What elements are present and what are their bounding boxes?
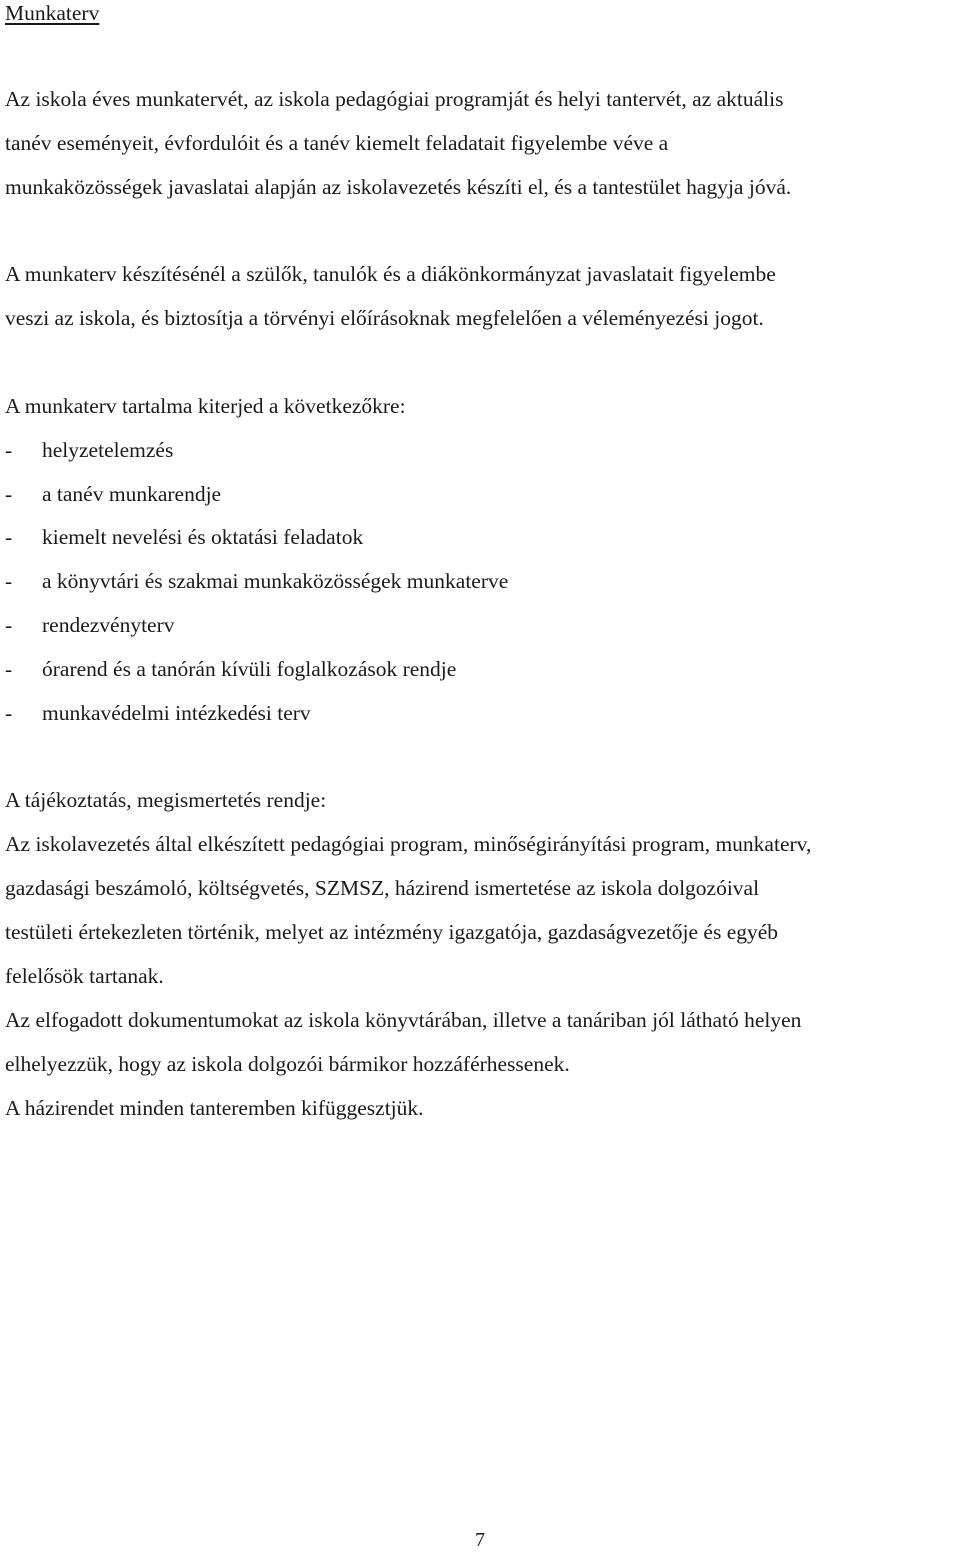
list-item <box>5 437 173 463</box>
list-bullet: - <box>5 525 13 549</box>
text-line: A munkaterv készítésénél a szülők, tanulók és a diákönkormányzat javaslatait figyelembe <box>5 262 776 286</box>
text-line: testületi értekezleten történik, melyet az intézmény igazgatója, gazdaságvezetője és egyéb <box>5 920 779 944</box>
text-line: veszi az iskola, és biztosítja a törvényi előírásoknak megfelelően a véleményezési jogot. <box>5 306 764 330</box>
list-item-text: órarend és a tanórán kívüli foglalkozások rendje <box>42 657 457 681</box>
list-item-text: a könyvtári és szakmai munkaközösségek munkaterve <box>42 569 509 593</box>
page-title: Munkaterv <box>5 1 100 25</box>
list-item-text: munkavédelmi intézkedési terv <box>42 701 311 725</box>
list-item <box>5 524 363 550</box>
list-item-text: rendezvényterv <box>42 613 175 637</box>
list-bullet: - <box>5 569 13 593</box>
section-heading: A tájékoztatás, megismertetés rendje: <box>5 788 327 812</box>
text-line: Az iskola éves munkatervét, az iskola pedagógiai programját és helyi tantervét, az aktuális <box>5 87 784 111</box>
list-bullet: - <box>5 438 13 462</box>
list-bullet: - <box>5 657 13 681</box>
text-line: Az elfogadott dokumentumokat az iskola könyvtárában, illetve a tanáriban jól látható helyen <box>5 1008 802 1032</box>
paragraph-house-rules: A házirendet minden tanteremben kifüggesztjük. <box>5 1096 424 1120</box>
list-bullet: - <box>5 482 13 506</box>
text-line: munkaközösségek javaslatai alapján az iskolavezetés készíti el, és a tantestület hagyja jóvá. <box>5 175 792 199</box>
list-item <box>5 568 508 594</box>
text-line: Az iskolavezetés által elkészített pedagógiai program, minőségirányítási program, munkaterv, <box>5 832 812 856</box>
text-line: elhelyezzük, hogy az iskola dolgozói bármikor hozzáférhessenek. <box>5 1052 570 1076</box>
page-number: 7 <box>475 1529 485 1551</box>
list-intro: A munkaterv tartalma kiterjed a következőkre: <box>5 394 406 418</box>
text-line: gazdasági beszámoló, költségvetés, SZMSZ, házirend ismertetése az iskola dolgozóival <box>5 876 760 900</box>
list-item <box>5 700 311 726</box>
list-item <box>5 481 221 507</box>
list-item-text: a tanév munkarendje <box>42 482 222 506</box>
list-item-text: kiemelt nevelési és oktatási feladatok <box>42 525 364 549</box>
list-bullet: - <box>5 701 13 725</box>
list-item-text: helyzetelemzés <box>42 438 174 462</box>
list-item <box>5 612 175 638</box>
text-line: felelősök tartanak. <box>5 964 164 988</box>
list-item <box>5 656 456 682</box>
list-bullet: - <box>5 613 13 637</box>
text-line: tanév eseményeit, évfordulóit és a tanév kiemelt feladatait figyelembe véve a <box>5 131 669 155</box>
